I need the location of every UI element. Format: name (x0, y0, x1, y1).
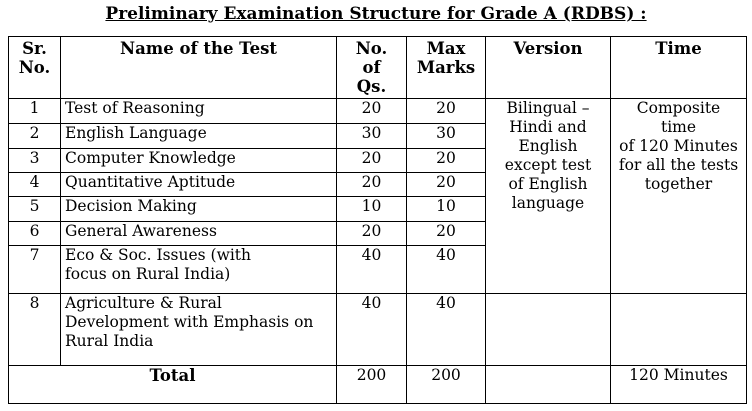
sr-cell: 8 (9, 294, 61, 366)
marks-cell: 20 (407, 149, 486, 173)
marks-cell: 10 (407, 197, 486, 222)
page-title: Preliminary Examination Structure for Grade A (RDBS) : (105, 4, 647, 24)
marks-cell: 20 (407, 222, 486, 246)
header-version: Version (486, 37, 611, 99)
total-time: 120 Minutes (611, 366, 747, 404)
sr-cell: 1 (9, 99, 61, 124)
marks-cell: 30 (407, 124, 486, 149)
test-name-cell: Agriculture & Rural Development with Emphasis on Rural India (61, 294, 337, 366)
marks-cell: 20 (407, 99, 486, 124)
test-name-cell: Computer Knowledge (61, 149, 337, 173)
total-label: Total (9, 366, 337, 404)
qs-cell: 10 (337, 197, 407, 222)
test-name-cell: Quantitative Aptitude (61, 173, 337, 197)
qs-cell: 20 (337, 149, 407, 173)
time-cell: Composite time of 120 Minutes for all the tests together (611, 99, 747, 294)
test-name-cell: Decision Making (61, 197, 337, 222)
table-row (9, 294, 747, 366)
qs-cell: 40 (337, 294, 407, 366)
version-empty-cell (486, 294, 611, 366)
qs-cell: 20 (337, 173, 407, 197)
sr-cell: 5 (9, 197, 61, 222)
sr-cell: 2 (9, 124, 61, 149)
qs-cell: 20 (337, 222, 407, 246)
sr-cell: 7 (9, 246, 61, 294)
test-name-cell: General Awareness (61, 222, 337, 246)
version-cell: Bilingual – Hindi and English except test of English language (486, 99, 611, 294)
total-version (486, 366, 611, 404)
qs-cell: 20 (337, 99, 407, 124)
test-name-cell: Eco & Soc. Issues (with focus on Rural India) (61, 246, 337, 294)
qs-cell: 30 (337, 124, 407, 149)
sr-cell: 4 (9, 173, 61, 197)
header-time: Time (611, 37, 747, 99)
time-empty-cell (611, 294, 747, 366)
qs-cell: 40 (337, 246, 407, 294)
test-name-cell: Test of Reasoning (61, 99, 337, 124)
sr-cell: 3 (9, 149, 61, 173)
header-no-of-qs: No. of Qs. (337, 37, 407, 99)
header-sr-no: Sr. No. (9, 37, 61, 99)
marks-cell: 40 (407, 294, 486, 366)
test-name-cell: English Language (61, 124, 337, 149)
total-row (9, 366, 747, 404)
header-test-name: Name of the Test (61, 37, 337, 99)
exam-structure-table (8, 36, 747, 404)
marks-cell: 40 (407, 246, 486, 294)
table-header-row (9, 37, 747, 99)
total-qs: 200 (337, 366, 407, 404)
header-max-marks: Max Marks (407, 37, 486, 99)
table-row (9, 99, 747, 124)
sr-cell: 6 (9, 222, 61, 246)
total-marks: 200 (407, 366, 486, 404)
marks-cell: 20 (407, 173, 486, 197)
